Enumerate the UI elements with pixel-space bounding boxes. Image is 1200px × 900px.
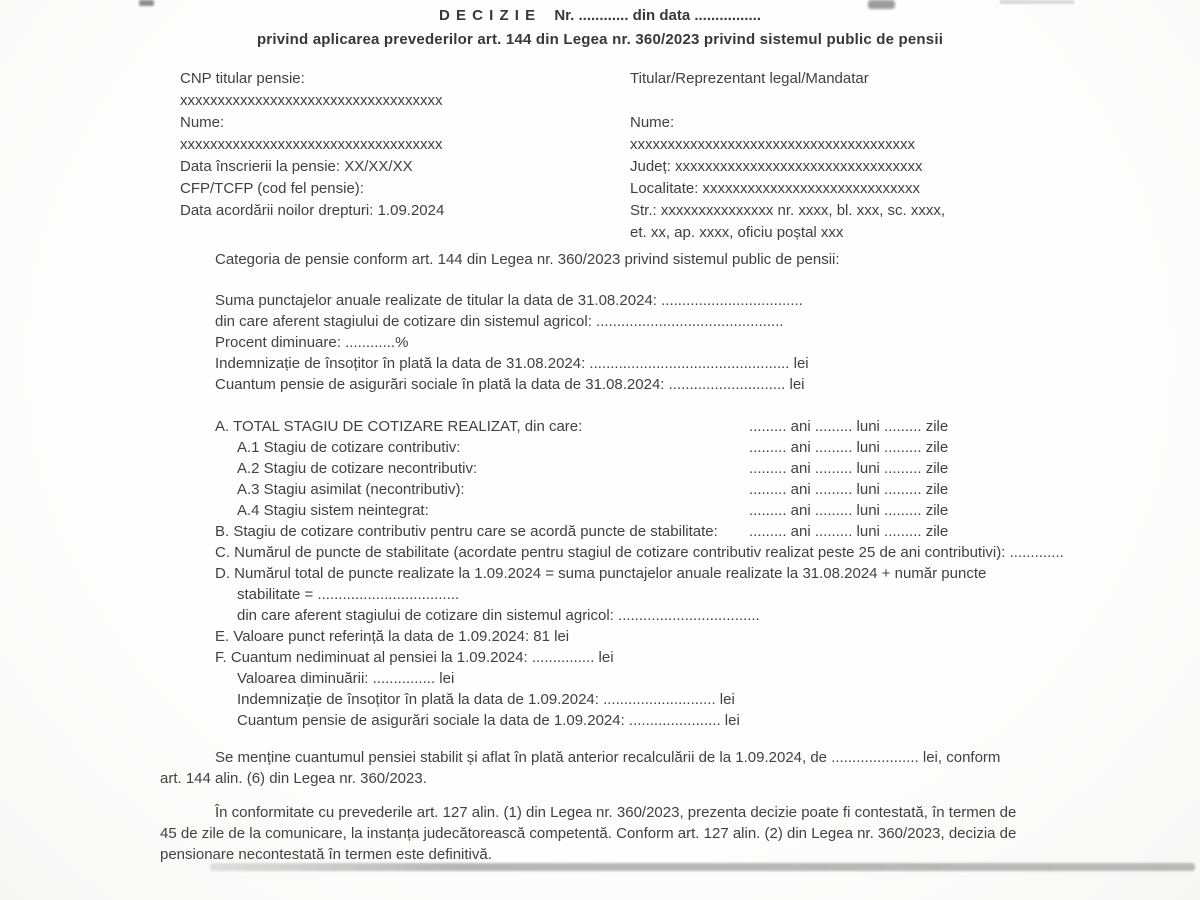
undiminished-amount-line: F. Cuantum nediminuat al pensiei la 1.09.2024: ............... lei bbox=[215, 649, 614, 666]
stability-points-line: C. Numărul de puncte de stabilitate (acordate pentru stagiul de cotizare contributiv realizat peste 25 de ani contributivi): ............. bbox=[215, 544, 1064, 561]
name-label-left: Nume: bbox=[180, 114, 225, 131]
stagiu-row-a2-label: A.2 Stagiu de cotizare necontributiv: bbox=[237, 460, 478, 477]
document-title-line bbox=[0, 7, 1200, 24]
maintained-amount-paragraph bbox=[160, 747, 1000, 789]
stagiu-row-total bbox=[215, 416, 965, 437]
cnp-value-placeholder: xxxxxxxxxxxxxxxxxxxxxxxxxxxxxxxxxxx bbox=[180, 92, 443, 109]
stagiu-row-a3-value: ......... ani ......... luni ......... zile bbox=[749, 481, 949, 498]
agricultural-share-line: din care aferent stagiului de cotizare din sistemul agricol: ............................................. bbox=[215, 313, 784, 330]
pension-code-line: CFP/TCFP (cod fel pensie): bbox=[180, 180, 364, 197]
name-value-placeholder-right: xxxxxxxxxxxxxxxxxxxxxxxxxxxxxxxxxxxxxx bbox=[630, 136, 915, 153]
contribution-section bbox=[215, 416, 1064, 731]
caregiver-allowance-sept-line: Indemnizație de însoțitor în plată la data de 1.09.2024: ........................... lei bbox=[237, 691, 735, 708]
street-line: Str.: xxxxxxxxxxxxxxx nr. xxxx, bl. xxx, sc. xxxx, bbox=[630, 202, 946, 219]
social-insurance-pension-line: Cuantum pensie de asigurări sociale în plată la data de 31.08.2024: ............................ lei bbox=[215, 376, 805, 393]
stagiu-row-a3 bbox=[215, 479, 965, 500]
stagiu-row-b-label: B. Stagiu de cotizare contributiv pentru care se acordă puncte de stabilitate: bbox=[215, 523, 718, 540]
stagiu-row-a4-label: A.4 Stagiu sistem neintegrat: bbox=[237, 502, 429, 519]
appeal-rights-line-2: 45 de zile de la comunicare, la instanța judecătorească competentă. Conform art. 127 alin. (2) din Legea nr. 360/2023, decizia de bbox=[160, 825, 1017, 842]
appeal-rights-line-3: pensionare necontestată în termen este definitivă. bbox=[160, 846, 492, 863]
stagiu-row-a3-label: A.3 Stagiu asimilat (necontributiv): bbox=[237, 481, 465, 498]
document-header bbox=[0, 7, 1200, 48]
stagiu-row-b bbox=[215, 521, 965, 542]
reduction-percent-line: Procent diminuare: ............% bbox=[215, 334, 409, 351]
amounts-block bbox=[215, 290, 809, 395]
appeal-rights-paragraph bbox=[160, 802, 1016, 865]
maintained-amount-line-1: Se menține cuantumul pensiei stabilit și aflat în plată anterior recalculării de la 1.09.2024, de ..................... lei, conform bbox=[215, 749, 1001, 766]
name-value-placeholder-left: xxxxxxxxxxxxxxxxxxxxxxxxxxxxxxxxxxx bbox=[180, 136, 443, 153]
pension-category-line: Categoria de pensie conform art. 144 din Legea nr. 360/2023 privind sistemul public de pensii: bbox=[215, 251, 840, 268]
stagiu-row-a2-value: ......... ani ......... luni ......... zile bbox=[749, 460, 949, 477]
stagiu-row-a1-value: ......... ani ......... luni ......... zile bbox=[749, 439, 949, 456]
new-rights-date-line: Data acordării noilor drepturi: 1.09.2024 bbox=[180, 202, 445, 219]
maintained-amount-line-2: art. 144 alin. (6) din Legea nr. 360/2023. bbox=[160, 770, 427, 787]
parties-block bbox=[180, 68, 1090, 244]
spacer-line bbox=[630, 90, 1090, 112]
county-line: Județ: xxxxxxxxxxxxxxxxxxxxxxxxxxxxxxxxx bbox=[630, 158, 923, 175]
scan-smudge-top-left bbox=[139, 0, 154, 6]
document-title: D E C I Z I E bbox=[438, 7, 537, 24]
stagiu-row-a1-label: A.1 Stagiu de cotizare contributiv: bbox=[237, 439, 461, 456]
representative-column bbox=[630, 68, 1090, 244]
document-subtitle: privind aplicarea prevederilor art. 144 din Legea nr. 360/2023 privind sistemul public de pensii bbox=[256, 31, 944, 48]
stability-equals-line: stabilitate = .................................. bbox=[237, 586, 460, 603]
enrollment-date-line: Data înscrierii la pensie: XX/XX/XX bbox=[180, 158, 413, 175]
stagiu-row-total-label: A. TOTAL STAGIU DE COTIZARE REALIZAT, din care: bbox=[215, 418, 583, 435]
appeal-rights-line-1: În conformitate cu prevederile art. 127 alin. (1) din Legea nr. 360/2023, prezenta decizie poate fi contestată, în termen de bbox=[215, 804, 1017, 821]
stagiu-row-a4-value: ......... ani ......... luni ......... zile bbox=[749, 502, 949, 519]
locality-line: Localitate: xxxxxxxxxxxxxxxxxxxxxxxxxxxxx bbox=[630, 180, 921, 197]
representative-heading: Titular/Reprezentant legal/Mandatar bbox=[630, 70, 869, 87]
stagiu-row-total-value: ......... ani ......... luni ......... zile bbox=[749, 418, 949, 435]
stagiu-row-a1 bbox=[215, 437, 965, 458]
agricultural-share-points-line: din care aferent stagiului de cotizare din sistemul agricol: .................................. bbox=[237, 607, 760, 624]
cnp-label: CNP titular pensie: bbox=[180, 70, 305, 87]
name-label-right: Nume: bbox=[630, 114, 675, 131]
annual-points-sum-line: Suma punctajelor anuale realizate de titular la data de 31.08.2024: .................................. bbox=[215, 292, 803, 309]
caregiver-allowance-line: Indemnizație de însoțitor în plată la data de 31.08.2024: ................................................ lei bbox=[215, 355, 809, 372]
pension-holder-column bbox=[180, 68, 630, 244]
stagiu-row-b-value: ......... ani ......... luni ......... zile bbox=[749, 523, 949, 540]
total-points-line: D. Numărul total de puncte realizate la 1.09.2024 = suma punctajelor anuale realizate la 31.08.2024 + număr puncte bbox=[215, 565, 987, 582]
stagiu-row-a2 bbox=[215, 458, 965, 479]
document-number-line: Nr. ............ din data ................ bbox=[554, 7, 762, 24]
social-pension-sept-line: Cuantum pensie de asigurări sociale la data de 1.09.2024: ...................... lei bbox=[237, 712, 740, 729]
reference-point-value-line: E. Valoare punct referință la data de 1.09.2024: 81 lei bbox=[215, 628, 570, 645]
reduction-value-line: Valoarea diminuării: ............... lei bbox=[237, 670, 455, 687]
address-continuation-line: et. xx, ap. xxxx, oficiu poștal xxx bbox=[630, 224, 844, 241]
scan-strip-top-right bbox=[1000, 0, 1074, 4]
stagiu-row-a4 bbox=[215, 500, 965, 521]
